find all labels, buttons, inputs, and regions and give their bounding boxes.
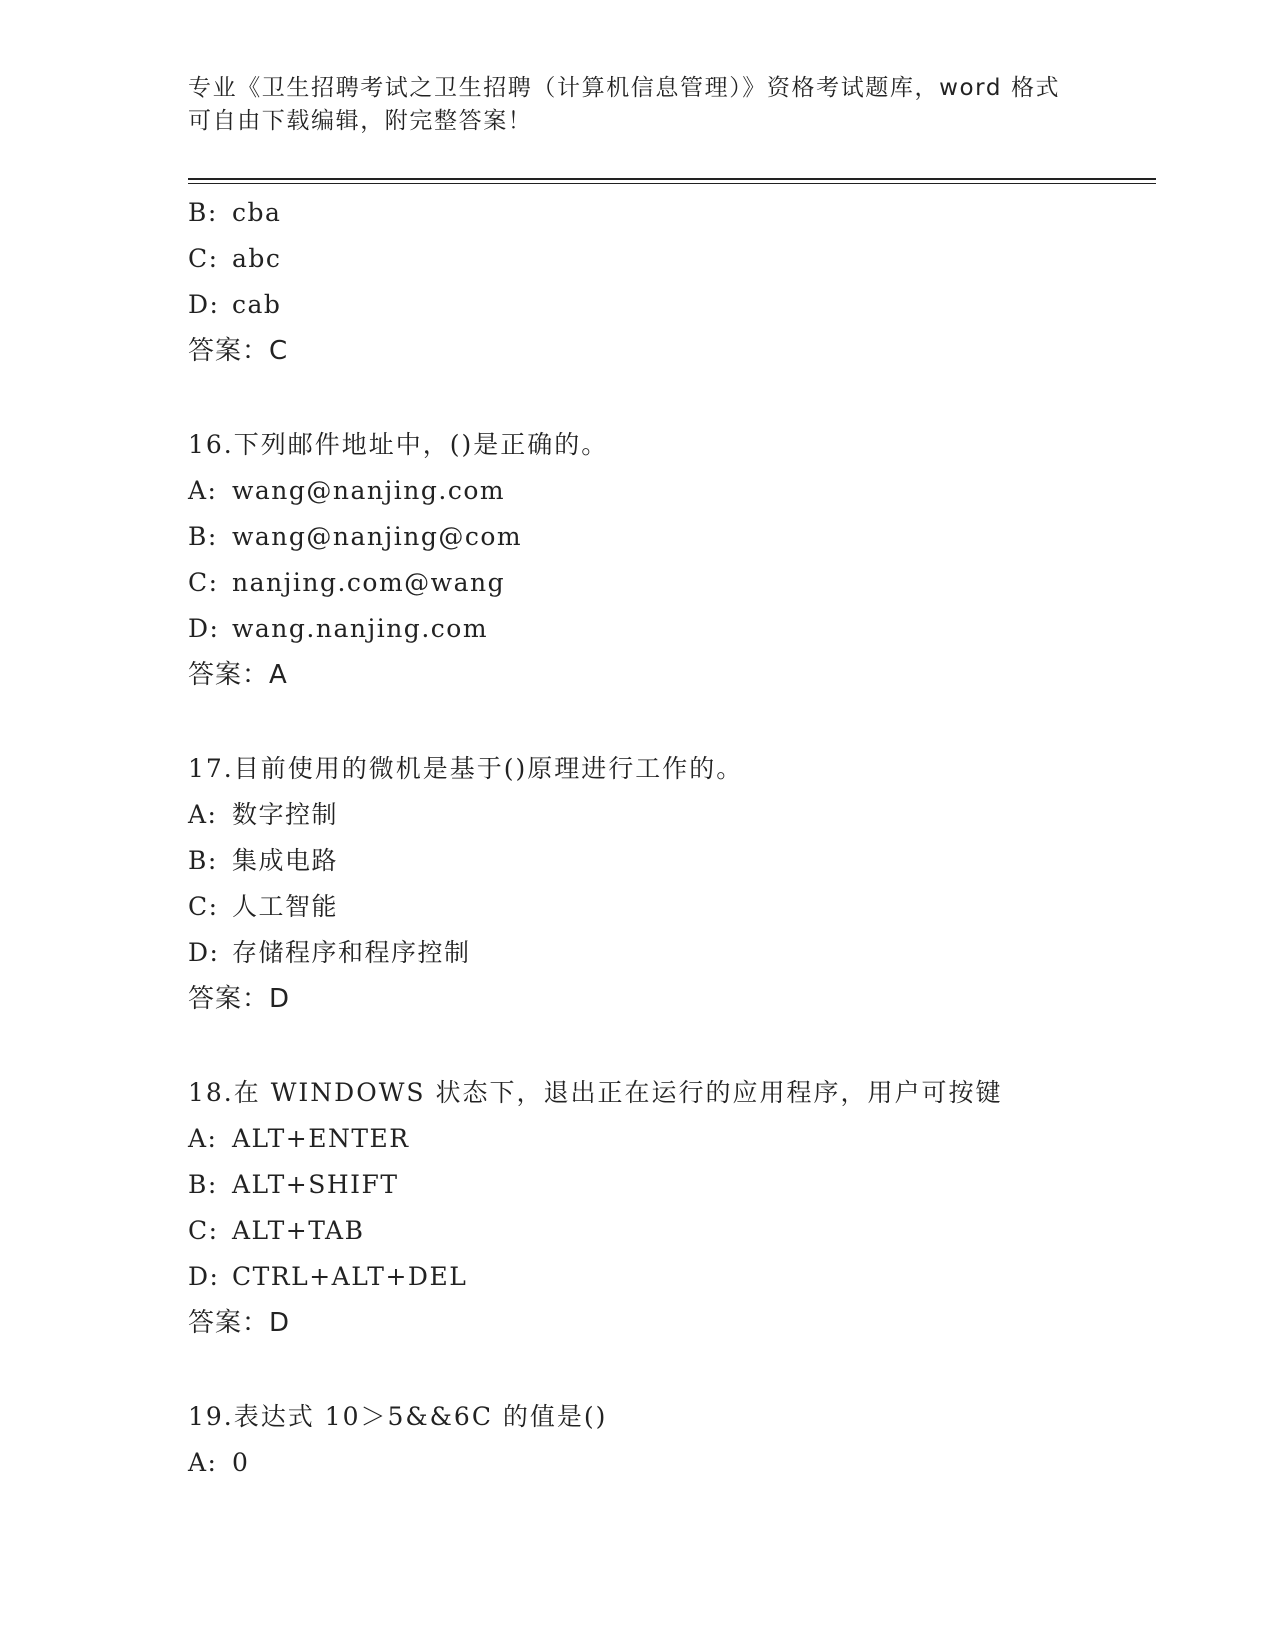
header-divider-thin	[188, 183, 1156, 184]
question-stem: 19.表达式 10＞5&&6C 的值是()	[188, 1402, 608, 1431]
option-label: B:	[188, 846, 218, 875]
spacer	[188, 374, 1148, 422]
question-17	[188, 746, 1148, 1022]
spacer	[188, 698, 1148, 746]
spacer	[188, 1346, 1148, 1394]
option-c	[188, 1208, 1148, 1254]
option-b	[188, 1162, 1148, 1208]
option-label: C:	[188, 892, 219, 921]
option-c	[188, 560, 1148, 606]
question-16	[188, 422, 1148, 698]
option-c	[188, 884, 1148, 930]
header-title-line-1: 专业《卫生招聘考试之卫生招聘（计算机信息管理）》资格考试题库，word 格式	[188, 75, 1061, 101]
option-text: wang@nanjing@com	[232, 522, 523, 551]
option-label: B:	[188, 522, 218, 551]
header-title-line-2: 可自由下载编辑，附完整答案！	[188, 108, 533, 134]
option-a	[188, 468, 1148, 514]
option-text: cba	[232, 198, 282, 227]
answer-line: 答案：C	[188, 336, 289, 366]
option-text: 人工智能	[232, 892, 339, 921]
option-label: C:	[188, 1216, 219, 1245]
option-text: ALT+ENTER	[232, 1124, 410, 1153]
option-label: A:	[188, 800, 218, 829]
option-a	[188, 1116, 1148, 1162]
option-text: abc	[232, 244, 282, 273]
option-label: D:	[188, 614, 220, 643]
option-label: D:	[188, 290, 220, 319]
option-text: wang@nanjing.com	[232, 476, 506, 505]
option-a	[188, 792, 1148, 838]
option-label: B:	[188, 198, 218, 227]
option-label: B:	[188, 1170, 218, 1199]
option-b	[188, 190, 1148, 236]
option-c	[188, 236, 1148, 282]
document-header	[188, 72, 1088, 138]
header-divider-thick	[188, 178, 1156, 180]
option-d	[188, 606, 1148, 652]
option-text: 数字控制	[232, 800, 339, 829]
option-text: wang.nanjing.com	[232, 614, 489, 643]
option-label: C:	[188, 244, 219, 273]
spacer	[188, 1022, 1148, 1070]
question-stem: 17.目前使用的微机是基于()原理进行工作的。	[188, 754, 744, 783]
option-text: 0	[232, 1448, 250, 1477]
question-list	[188, 190, 1148, 1486]
option-d	[188, 282, 1148, 328]
option-text: ALT+TAB	[232, 1216, 365, 1245]
answer-line: 答案：A	[188, 660, 288, 690]
option-a	[188, 1440, 1148, 1486]
option-text: 集成电路	[232, 846, 339, 875]
question-15-continuation	[188, 190, 1148, 374]
option-b	[188, 514, 1148, 560]
option-text: nanjing.com@wang	[232, 568, 506, 597]
option-label: A:	[188, 1124, 218, 1153]
option-label: C:	[188, 568, 219, 597]
option-text: ALT+SHIFT	[232, 1170, 399, 1199]
option-label: A:	[188, 1448, 218, 1477]
option-label: D:	[188, 938, 220, 967]
option-b	[188, 838, 1148, 884]
question-stem: 18.在 WINDOWS 状态下，退出正在运行的应用程序，用户可按键	[188, 1078, 1003, 1107]
answer-line: 答案：D	[188, 1308, 291, 1338]
option-text: 存储程序和程序控制	[232, 938, 471, 967]
question-stem: 16.下列邮件地址中，()是正确的。	[188, 430, 609, 459]
option-text: cab	[232, 290, 282, 319]
option-text: CTRL+ALT+DEL	[232, 1262, 468, 1291]
answer-line: 答案：D	[188, 984, 291, 1014]
option-d	[188, 1254, 1148, 1300]
option-d	[188, 930, 1148, 976]
option-label: D:	[188, 1262, 220, 1291]
option-label: A:	[188, 476, 218, 505]
question-19	[188, 1394, 1148, 1486]
question-18	[188, 1070, 1148, 1346]
